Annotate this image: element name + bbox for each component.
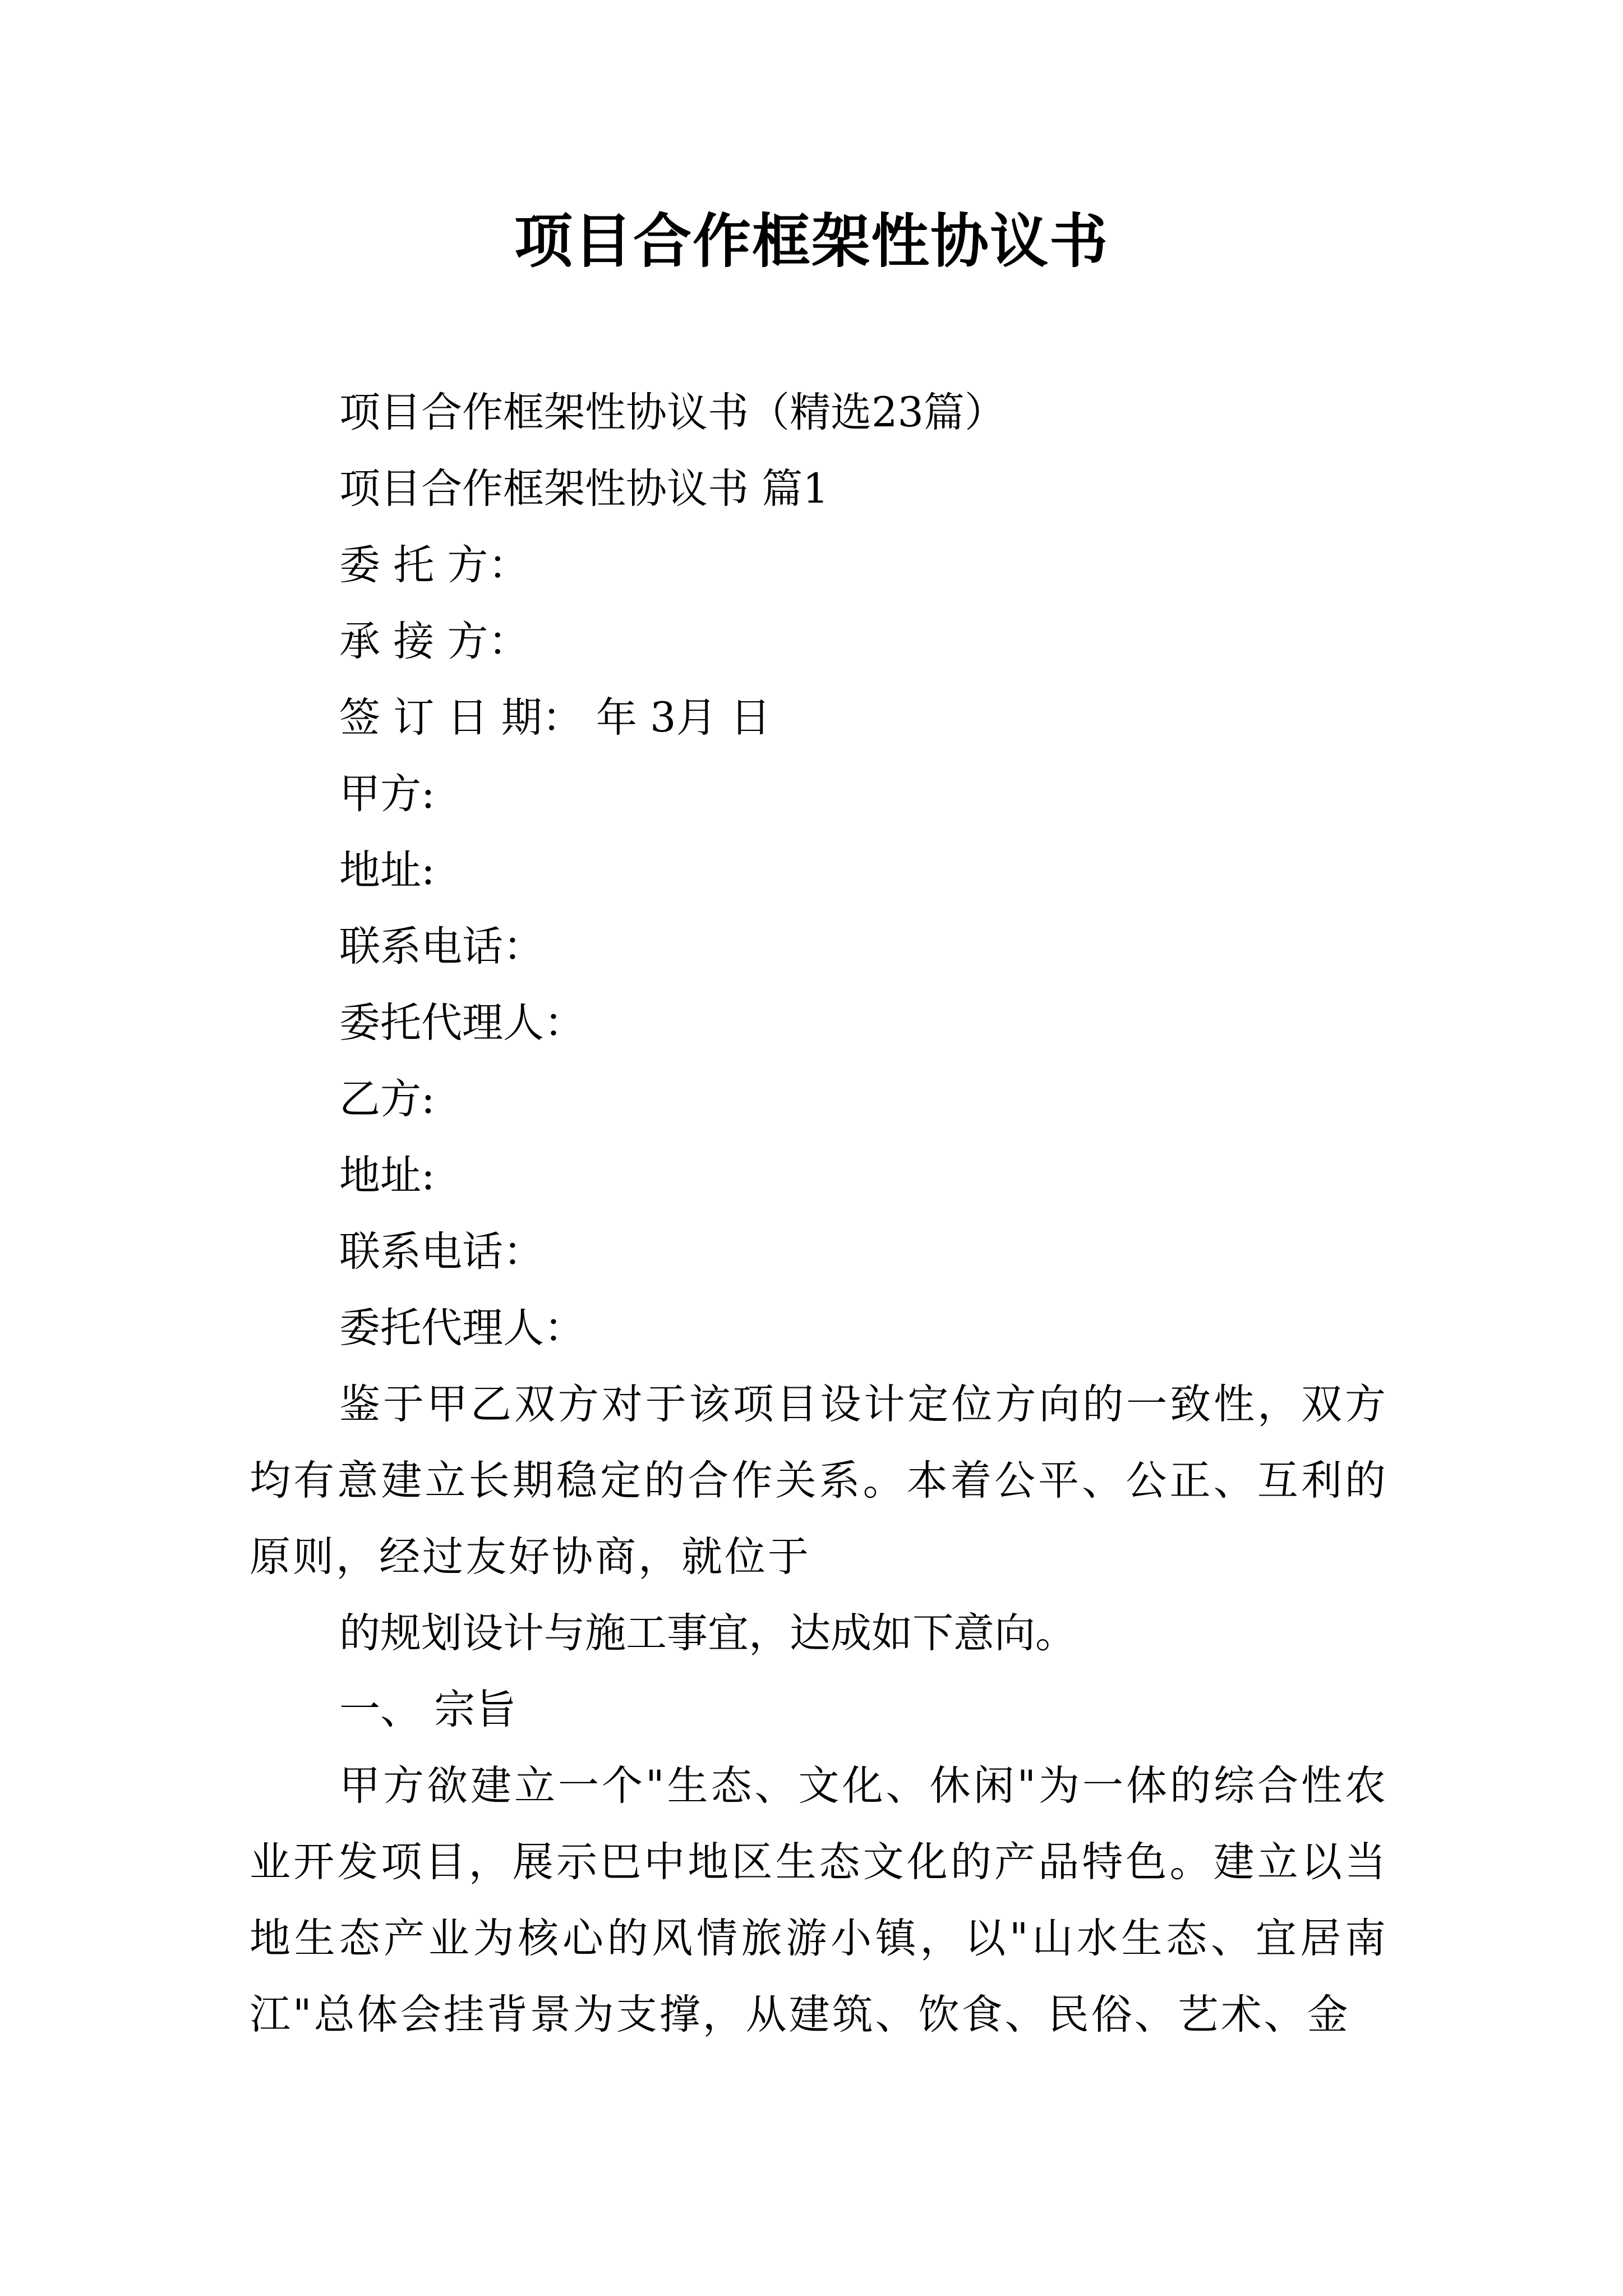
preamble-paragraph: 鉴于甲乙双方对于该项目设计定位方向的一致性，双方均有意建立长期稳定的合作关系。本着公平、公正、互利的原则，经过友好协商，就位于 [250, 1381, 1388, 1581]
section-heading-purpose: 一、 宗旨 [339, 1686, 517, 1733]
party-b-agent-field: 委托代理人： [339, 1304, 585, 1352]
signing-date-field: 签 订 日 期： 年 3月 日 [339, 694, 771, 742]
subtitle-line: 项目合作框架性协议书（精选23篇） [339, 389, 1006, 436]
document-body [250, 375, 1388, 2053]
party-a-field: 甲方: [339, 770, 435, 818]
contractor-field: 承 接 方： [339, 618, 529, 665]
document-title: 项目合作框架性协议书 [514, 207, 1109, 275]
party-b-address-field: 地址: [339, 1152, 435, 1199]
party-b-phone-field: 联系电话： [339, 1228, 544, 1276]
party-a-phone-field: 联系电话： [339, 923, 544, 970]
section-title-line: 项目合作框架性协议书 篇1 [339, 465, 829, 513]
party-a-address-field: 地址: [339, 846, 435, 894]
party-b-field: 乙方: [339, 1075, 435, 1123]
preamble-continuation: 的规划设计与施工事宜，达成如下意向。 [339, 1609, 1076, 1657]
client-field: 委 托 方： [339, 541, 529, 589]
party-a-agent-field: 委托代理人： [339, 999, 585, 1047]
purpose-paragraph: 甲方欲建立一个"生态、文化、休闲"为一体的综合性农业开发项目，展示巴中地区生态文化的产品特色。建立以当地生态产业为核心的风情旅游小镇，以"山水生态、宜居南江"总体会挂背景为支撑，从建筑、饮食、民俗、艺术、金 [250, 1762, 1388, 2039]
